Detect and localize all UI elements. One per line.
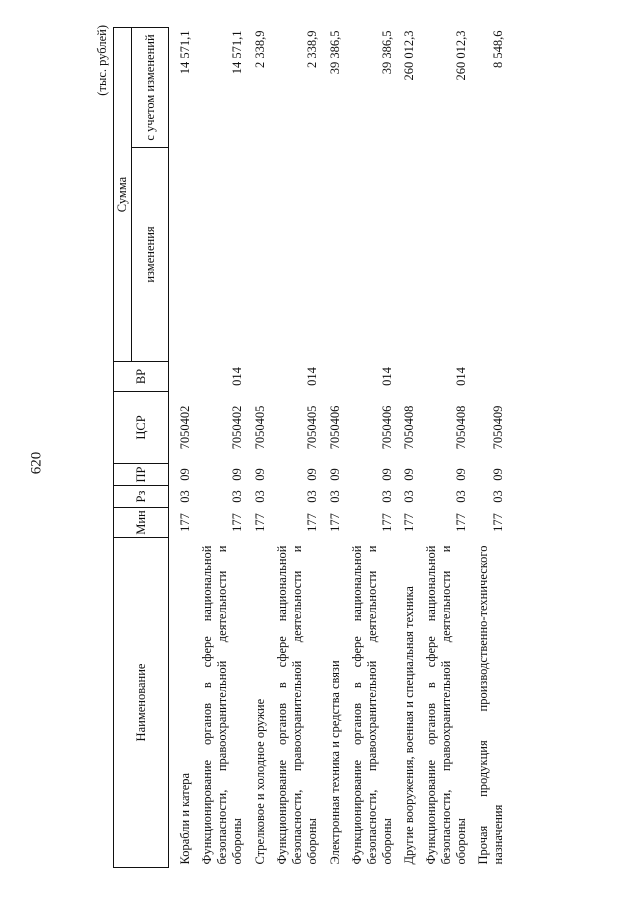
table-body — [169, 28, 507, 868]
row-vr: 014 — [380, 367, 394, 386]
row-vr: 014 — [305, 367, 319, 386]
row-name: Электронная техника и средства связи — [328, 660, 342, 865]
row-rz: 03 — [380, 490, 394, 503]
table-row — [395, 28, 417, 868]
row-rz: 03 — [454, 490, 468, 503]
row-with-changes: 260 012,3 — [454, 30, 468, 81]
header-sum: Сумма — [114, 28, 132, 362]
header-csr: ЦСР — [114, 392, 169, 464]
row-changes — [245, 148, 268, 362]
row-vr — [469, 362, 506, 392]
row-rz: 03 — [253, 490, 267, 503]
header-pr: ПР — [114, 464, 169, 486]
page-number: 620 — [28, 451, 45, 475]
row-vr — [395, 362, 417, 392]
row-vr — [245, 362, 268, 392]
rotated-page — [95, 23, 565, 868]
row-csr: 7050405 — [305, 405, 319, 450]
row-min: 177 — [380, 513, 394, 532]
row-csr: 7050408 — [402, 405, 416, 450]
row-with-changes: 260 012,3 — [402, 30, 416, 81]
row-pr: 09 — [454, 468, 468, 481]
header-min: Мин — [114, 508, 169, 538]
table-row — [343, 28, 395, 868]
budget-table — [113, 27, 506, 868]
row-name: Прочая продукция производственно-технического назначения — [476, 545, 505, 865]
row-csr: 7050406 — [328, 405, 342, 450]
row-csr: 7050402 — [230, 405, 244, 450]
row-changes — [193, 148, 245, 362]
row-rz: 03 — [230, 490, 244, 503]
row-csr: 7050406 — [380, 405, 394, 450]
row-name: Корабли и катера — [178, 772, 192, 865]
header-name: Наименование — [114, 538, 169, 868]
row-name: Функционирование органов в сфере национальной безопасности, правоохранительной деятельности и обороны — [200, 545, 244, 865]
header-rz: Рз — [114, 486, 169, 508]
table-row — [469, 28, 506, 868]
table-row — [268, 28, 320, 868]
table-row — [320, 28, 343, 868]
row-with-changes: 8 548,6 — [491, 30, 505, 68]
row-name: Стрелковое и холодное оружие — [253, 698, 267, 865]
row-rz: 03 — [328, 490, 342, 503]
header-vr: ВР — [114, 362, 169, 392]
row-rz: 03 — [491, 490, 505, 503]
row-changes — [268, 148, 320, 362]
header-changes: изменения — [132, 148, 169, 362]
row-name: Другие вооружения, военная и специальная техника — [402, 586, 416, 865]
row-pr: 09 — [253, 468, 267, 481]
row-csr: 7050409 — [491, 405, 505, 450]
row-rz: 03 — [402, 490, 416, 503]
row-changes — [469, 148, 506, 362]
row-with-changes: 14 571,1 — [230, 30, 244, 75]
row-pr: 09 — [230, 468, 244, 481]
row-name: Функционирование органов в сфере национальной безопасности, правоохранительной деятельности и обороны — [424, 545, 468, 865]
row-with-changes: 2 338,9 — [253, 30, 267, 68]
units-note: (тыс. рублей) — [95, 25, 109, 96]
table-row — [245, 28, 268, 868]
row-min: 177 — [491, 513, 505, 532]
row-min: 177 — [253, 513, 267, 532]
row-min: 177 — [230, 513, 244, 532]
row-pr: 09 — [402, 468, 416, 481]
row-changes — [417, 148, 469, 362]
row-vr — [320, 362, 343, 392]
row-with-changes: 2 338,9 — [305, 30, 319, 68]
row-with-changes: 39 386,5 — [380, 30, 394, 75]
row-pr: 09 — [380, 468, 394, 481]
row-with-changes: 39 386,5 — [328, 30, 342, 75]
row-changes — [395, 148, 417, 362]
row-rz: 03 — [178, 490, 192, 503]
row-name: Функционирование органов в сфере национальной безопасности, правоохранительной деятельности и обороны — [350, 545, 394, 865]
row-min: 177 — [178, 513, 192, 532]
row-csr: 7050405 — [253, 405, 267, 450]
row-min: 177 — [328, 513, 342, 532]
row-min: 177 — [402, 513, 416, 532]
row-changes — [169, 148, 194, 362]
row-vr — [169, 362, 194, 392]
row-vr: 014 — [454, 367, 468, 386]
row-vr: 014 — [230, 367, 244, 386]
table-row — [169, 28, 194, 868]
table-row — [193, 28, 245, 868]
table-row — [417, 28, 469, 868]
row-pr: 09 — [328, 468, 342, 481]
header-with-changes: с учетом изменений — [132, 28, 169, 148]
row-name: Функционирование органов в сфере национальной безопасности, правоохранительной деятельности и обороны — [275, 545, 319, 865]
row-with-changes: 14 571,1 — [178, 30, 192, 75]
row-pr: 09 — [491, 468, 505, 481]
row-pr: 09 — [305, 468, 319, 481]
row-pr: 09 — [178, 468, 192, 481]
row-csr: 7050408 — [454, 405, 468, 450]
row-changes — [320, 148, 343, 362]
row-min: 177 — [454, 513, 468, 532]
row-rz: 03 — [305, 490, 319, 503]
row-min: 177 — [305, 513, 319, 532]
row-csr: 7050402 — [178, 405, 192, 450]
row-changes — [343, 148, 395, 362]
